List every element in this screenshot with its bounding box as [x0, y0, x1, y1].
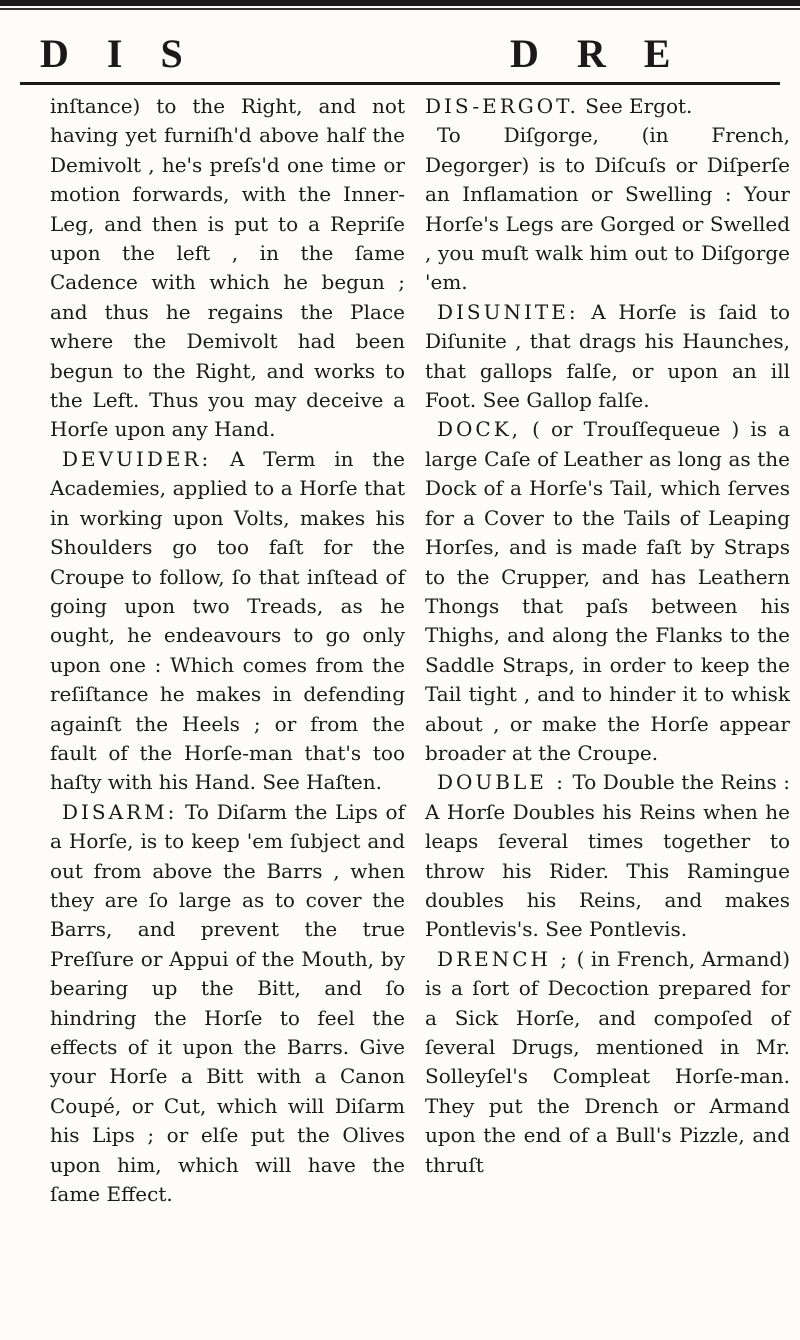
entry-disgorge — [425, 121, 790, 297]
entry-body: ( or Trouſſequeue ) is a large Caſe of Leather as long as the Dock of a Horſe's Tail, which ſerves for a Cover to the Tails of Leaping Horſes, and is made faſt by Straps to the Crupper, and has Leathern Thongs that paſs between his Thighs, and along the Flanks to the Saddle Straps, in order to keep the Tail tight , and to hinder it to whisk about , or make the Horſe appear broader at the Croupe. — [425, 417, 790, 765]
entry-body: To Diſarm the Lips of a Horſe, is to keep 'em ſubject and out from above the Barrs , when they are ſo large as to cover the Barrs, and prevent the true Preſſure or Appui of the Mouth, by bearing up the Bitt, and ſo hindring the Horſe to feel the effects of it upon the Barrs. Give your Horſe a Bitt with a Canon Coupé, or Cut, which will Diſarm his Lips ; or elſe put the Olives upon him, which will have the ſame Effect. — [50, 799, 405, 1207]
header-rule — [20, 82, 780, 85]
entry-disunite — [425, 298, 790, 416]
entry-body: inſtance) to the Right, and not having yet furniſh'd above half the Demivolt , he's preſs'd one time or motion forwards, with the Inner-Leg, and then is put to a Repriſe upon the left , in the ſame Cadence with which he begun ; and thus he regains the Place where the Demivolt had been begun to the Right, and works to the Left. Thus you may deceive a Horſe upon any Hand. — [50, 94, 405, 442]
entry-headword: DISARM: — [62, 799, 178, 824]
entry-drench — [425, 945, 790, 1180]
page-header — [0, 0, 800, 90]
entry-headword: DRENCH ; — [437, 946, 571, 971]
entry-headword: DOUBLE : — [437, 770, 567, 795]
entry-disarm — [50, 798, 405, 1210]
running-head-left: D I S — [40, 31, 197, 76]
entry-continuation — [50, 92, 405, 445]
entry-body: To Double the Reins : A Horſe Doubles his Reins when he leaps ſeveral times together to throw his Rider. This Ramingue doubles his Reins, and makes Pontlevis's. See Pontlevis. — [425, 770, 791, 942]
entry-headword: DISUNITE: — [437, 299, 579, 324]
entry-dis-ergot — [425, 92, 790, 121]
entry-headword: DEVUIDER: — [62, 446, 212, 471]
entry-body: ( in French, Armand) is a ſort of Decoction prepared for a Sick Horſe, and compoſed of ſeveral Drugs, mentioned in Mr. Solleyſel's Compleat Horſe-man. They put the Drench or Armand upon the end of a Bull's Pizzle, and thruſt — [425, 946, 790, 1177]
entry-body: To Diſgorge, (in French, Degorger) is to Diſcuſs or Diſperſe an Inflamation or Swelling : Your Horſe's Legs are Gorged or Swelled , you muſt walk him out to Diſgorge 'em. — [425, 123, 790, 295]
entry-double — [425, 768, 790, 944]
entry-headword: DOCK, — [437, 417, 522, 442]
right-column — [425, 92, 790, 1180]
entry-dock — [425, 415, 790, 768]
entry-body: A Term in the Academies, applied to a Horſe that in working upon Volts, makes his Shoulders go too faſt for the Croupe to follow, ſo that inſtead of going upon two Treads, as he ought, he endeavours to go only upon one : Which comes from the reſiſtance he makes in defending againſt the Heels ; or from the fault of the Horſe-man that's too haſty with his Hand. See Haſten. — [50, 446, 405, 795]
left-column — [50, 92, 405, 1209]
entry-devuider — [50, 445, 405, 798]
entry-headword: DIS-ERGOT. — [425, 94, 579, 118]
entry-body: A Horſe is ſaid to Diſunite , that drags his Haunches, that gallops falſe, or upon an ill Foot. See Gallop falſe. — [425, 299, 790, 413]
running-head-right: D R E — [510, 31, 685, 76]
entry-body: See Ergot. — [585, 94, 693, 118]
top-rule — [0, 0, 800, 6]
top-rule-thin — [0, 8, 800, 10]
